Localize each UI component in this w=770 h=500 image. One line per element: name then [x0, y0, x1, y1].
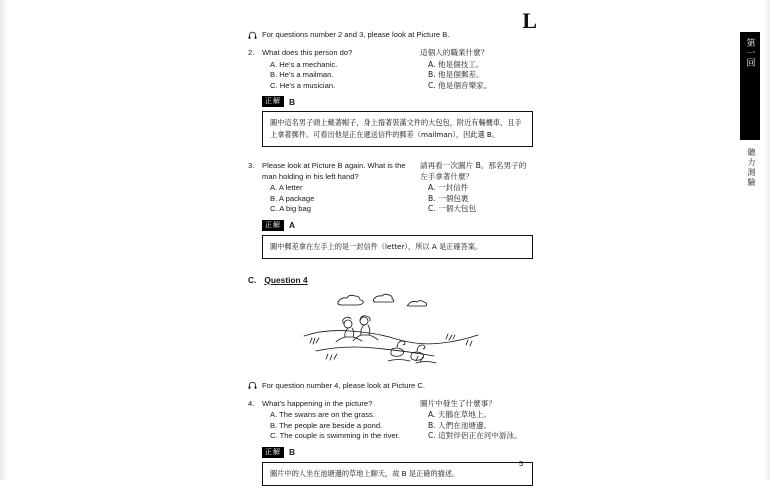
question-3-option-a-zh[interactable]: A. 一封信件 [428, 183, 469, 192]
instruction-text-1: For questions number 2 and 3, please look at Picture B. [262, 30, 450, 39]
question-3-option-b-en[interactable]: B. A package [270, 193, 315, 203]
question-2-number: 2. [248, 48, 255, 57]
question-4-stem-en: What's happening in the picture? [262, 398, 373, 408]
illustration-svg [296, 291, 486, 369]
question-4 [248, 399, 533, 442]
question-2-stem-en: What does this person do? [262, 48, 353, 57]
question-3-answer-row [262, 220, 533, 231]
question-3-stem-zh: 請再看一次圖片 B。那名男子的左手拿著什麼？ [420, 161, 527, 181]
side-tab-chapter [740, 32, 760, 140]
corner-mark-letter: L [522, 8, 537, 33]
question-2 [248, 48, 533, 91]
headphone-icon [248, 31, 257, 40]
instruction-line-2 [248, 381, 533, 391]
question-3-option-c-en[interactable]: C. A big bag [270, 204, 311, 213]
question-2-option-c-en[interactable]: C. He's a musician. [270, 80, 336, 90]
question-3-option-a-en[interactable]: A. A letter [270, 183, 303, 192]
question-4-stem-zh: 圖片中發生了什麼事？ [420, 398, 496, 408]
question-2-explanation: 圖中這名男子頭上戴著帽子，身上揹著裝滿文件的大包包，附近有輛機車，且手上拿著郵件。可看出他是正在遞送信件的郵差（mailman），因此選 B。 [262, 111, 533, 147]
question-2-option-b-zh[interactable]: B. 他是個郵差。 [428, 70, 484, 79]
question-3-option-b-zh[interactable]: B. 一個包裹 [428, 193, 469, 203]
question-4-number: 4. [248, 398, 255, 408]
answer-badge: 正解 [262, 220, 284, 231]
question-4-option-a-zh[interactable]: A. 天鵝在草地上。 [428, 410, 492, 419]
instruction-line-1 [248, 30, 533, 40]
answer-badge: 正解 [262, 447, 284, 458]
question-4-option-c-zh[interactable]: C. 這對伴侶正在河中游泳。 [428, 431, 522, 440]
side-tab-label: 第一回 [745, 38, 756, 68]
question-2-option-b-en[interactable]: B. He's a mailman. [270, 70, 334, 79]
content-column [248, 30, 533, 500]
picture-c-wrap [248, 291, 533, 369]
question-2-option-c-zh[interactable]: C. 他是個音樂家。 [428, 80, 492, 90]
question-4-option-b-zh[interactable]: B. 人們在池塘邊。 [428, 420, 492, 430]
question-2-option-a-en[interactable]: A. He's a mechanic. [270, 59, 338, 69]
question-3 [248, 161, 533, 215]
question-2-answer-letter: B [289, 96, 296, 107]
question-4-answer-letter: B [289, 447, 296, 457]
question-2-option-a-zh[interactable]: A. 他是個技工。 [428, 59, 484, 69]
question-3-option-c-zh[interactable]: C. 一個大包包 [428, 204, 477, 213]
section-letter: C. [248, 274, 257, 285]
question-4-explanation: 圖片中的人坐在池塘邊的草地上聊天，故 B 是正確的描述。 [262, 462, 533, 486]
instruction-text-2: For question number 4, please look at Picture C. [262, 380, 425, 390]
question-3-stem-en: Please look at Picture B again. What is the man holding in his left hand? [262, 161, 406, 181]
question-3-answer-letter: A [289, 220, 296, 230]
question-4-option-a-en[interactable]: A. The swans are on the grass. [270, 410, 375, 419]
side-tab-sublabel: 聽力測驗 [747, 148, 756, 188]
scan-edge-right [763, 0, 770, 480]
section-heading [248, 275, 533, 285]
headphone-icon [248, 381, 257, 390]
question-2-stem-zh: 這個人的職業什麼？ [420, 48, 489, 57]
scan-edge-left [0, 0, 7, 480]
question-3-number: 3. [248, 161, 255, 170]
question-2-answer-row [262, 96, 533, 107]
page-number: 5 [519, 459, 524, 468]
question-4-option-c-en[interactable]: C. The couple is swimming in the river. [270, 431, 400, 440]
question-4-option-b-en[interactable]: B. The people are beside a pond. [270, 420, 383, 430]
question-3-explanation: 圖中郵差拿在左手上的是一封信件（letter），所以 A 是正確答案。 [262, 235, 533, 259]
question-4-answer-row [262, 447, 533, 458]
section-title: Question 4 [264, 274, 308, 285]
picture-c-illustration [296, 291, 486, 369]
answer-badge: 正解 [262, 96, 284, 107]
